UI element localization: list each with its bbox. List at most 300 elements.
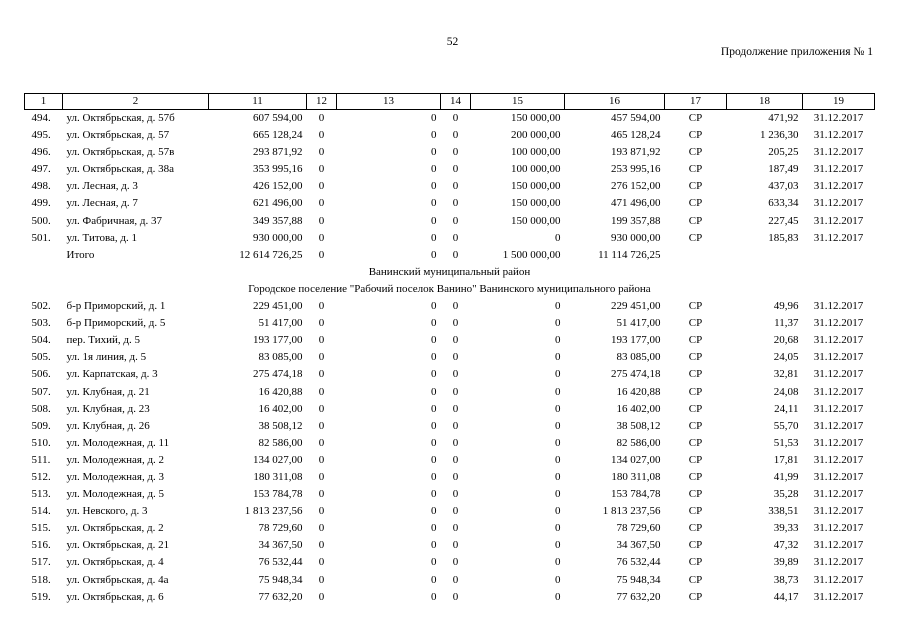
col12-cell: 0 — [318, 248, 325, 261]
section-heading: Городское поселение "Рабочий поселок Ванино" Ванинского муниципального района — [248, 282, 651, 295]
table-row — [25, 554, 875, 571]
section-heading-row — [25, 264, 875, 281]
row-number: 514. — [31, 505, 51, 518]
row-number: 494. — [31, 112, 51, 124]
col18-cell: 38,73 — [773, 573, 799, 586]
col13-cell: 0 — [431, 146, 437, 159]
col13-cell: 0 — [431, 402, 437, 415]
col15-cell: 100 000,00 — [511, 146, 561, 159]
col11-cell: 293 871,92 — [253, 146, 303, 159]
col16-cell: 78 729,60 — [616, 522, 661, 535]
col16-cell: 77 632,20 — [616, 590, 661, 603]
row-number: 516. — [31, 539, 51, 552]
col15-cell: 0 — [555, 539, 561, 552]
col17-cell: СР — [688, 539, 703, 552]
header-cell: 12 — [307, 94, 337, 110]
col14-cell: 0 — [452, 436, 459, 449]
header-cell: 17 — [665, 94, 727, 110]
col14-cell: 0 — [452, 351, 459, 364]
col14-cell: 0 — [452, 112, 459, 124]
col14-cell: 0 — [452, 453, 459, 466]
col17-cell: СР — [688, 214, 703, 227]
col18-cell: 49,96 — [773, 300, 799, 313]
col17-cell: СР — [688, 197, 703, 210]
col14-cell: 0 — [452, 129, 459, 142]
col19-cell: 31.12.2017 — [813, 368, 864, 381]
address-cell: ул. Титова, д. 1 — [66, 231, 138, 244]
col11-cell: 930 000,00 — [253, 231, 303, 244]
address-cell: ул. Октябрьская, д. 21 — [66, 539, 170, 552]
col14-cell: 0 — [452, 556, 459, 569]
col18-cell: 51,53 — [773, 436, 799, 449]
col11-cell: 349 357,88 — [253, 214, 303, 227]
row-number: 504. — [31, 334, 51, 347]
col16-cell: 275 474,18 — [611, 368, 661, 381]
col11-cell: 75 948,34 — [258, 573, 303, 586]
col12-cell: 0 — [318, 317, 325, 330]
col18-cell: 1 236,30 — [760, 129, 799, 142]
col16-cell: 34 367,50 — [616, 539, 661, 552]
col14-cell: 0 — [452, 402, 459, 415]
col12-cell: 0 — [318, 334, 325, 347]
col13-cell: 0 — [431, 470, 437, 483]
col16-cell: 930 000,00 — [611, 231, 661, 244]
address-cell: ул. Октябрьская, д. 57 — [66, 129, 170, 142]
col12-cell: 0 — [318, 505, 325, 518]
table-row — [25, 572, 875, 589]
col15-cell: 0 — [555, 351, 561, 364]
col15-cell: 0 — [555, 590, 561, 603]
col14-cell: 0 — [452, 214, 459, 227]
col18-cell: 205,25 — [768, 146, 799, 159]
address-cell: пер. Тихий, д. 5 — [66, 334, 140, 347]
col13-cell: 0 — [431, 505, 437, 518]
col16-cell: 457 594,00 — [611, 112, 661, 124]
col11-cell: 76 532,44 — [258, 556, 303, 569]
col11-cell: 180 311,08 — [253, 470, 303, 483]
col12-cell: 0 — [318, 112, 325, 124]
col13-cell: 0 — [431, 163, 437, 176]
section-heading: Ванинский муниципальный район — [368, 265, 531, 278]
col18-cell: 227,45 — [768, 214, 799, 227]
table-row — [25, 315, 875, 332]
col11-cell: 34 367,50 — [258, 539, 303, 552]
col12-cell: 0 — [318, 231, 325, 244]
col14-cell: 0 — [452, 180, 459, 193]
col12-cell: 0 — [318, 146, 325, 159]
col13-cell: 0 — [431, 573, 437, 586]
col17-cell: СР — [688, 300, 703, 313]
col13-cell: 0 — [431, 300, 437, 313]
col18-cell: 47,32 — [773, 539, 799, 552]
col16-cell: 153 784,78 — [611, 488, 661, 501]
col14-cell: 0 — [452, 539, 459, 552]
col16-cell: 82 586,00 — [616, 436, 661, 449]
address-cell: ул. Октябрьская, д. 2 — [66, 522, 164, 535]
row-number: 505. — [31, 351, 51, 364]
col19-cell: 31.12.2017 — [813, 470, 864, 483]
col13-cell: 0 — [431, 488, 437, 501]
col18-cell: 32,81 — [773, 368, 799, 381]
address-cell: ул. Карпатская, д. 3 — [66, 368, 158, 381]
col15-cell: 0 — [555, 231, 561, 244]
row-number: 510. — [31, 436, 51, 449]
col12-cell: 0 — [318, 180, 325, 193]
col12-cell: 0 — [318, 488, 325, 501]
col15-cell: 0 — [555, 488, 561, 501]
col18-cell: 11,37 — [774, 317, 799, 330]
table-row — [25, 486, 875, 503]
col19-cell: 31.12.2017 — [813, 522, 864, 535]
col12-cell: 0 — [318, 197, 325, 210]
header-cell: 14 — [441, 94, 471, 110]
col11-cell: 16 420,88 — [258, 385, 303, 398]
table-row — [25, 178, 875, 195]
col15-cell: 0 — [555, 300, 561, 313]
col19-cell: 31.12.2017 — [813, 573, 864, 586]
header-row — [25, 94, 875, 110]
col18-cell: 187,49 — [768, 163, 799, 176]
col12-cell: 0 — [318, 590, 325, 603]
col13-cell: 0 — [431, 317, 437, 330]
col15-cell: 100 000,00 — [511, 163, 561, 176]
col18-cell: 471,92 — [768, 112, 799, 124]
col13-cell: 0 — [431, 248, 437, 261]
col18-cell: 35,28 — [773, 488, 799, 501]
col13-cell: 0 — [431, 231, 437, 244]
table-row — [25, 230, 875, 247]
col19-cell: 31.12.2017 — [813, 453, 864, 466]
table-row — [25, 161, 875, 178]
col15-cell: 0 — [555, 573, 561, 586]
col19-cell: 31.12.2017 — [813, 163, 864, 176]
col17-cell: СР — [688, 368, 703, 381]
col18-cell: 17,81 — [773, 453, 799, 466]
col12-cell: 0 — [318, 402, 325, 415]
col19-cell: 31.12.2017 — [813, 436, 864, 449]
col16-cell: 471 496,00 — [611, 197, 661, 210]
col15-cell: 0 — [555, 505, 561, 518]
table-row — [25, 418, 875, 435]
col14-cell: 0 — [452, 419, 459, 432]
col13-cell: 0 — [431, 453, 437, 466]
col14-cell: 0 — [452, 146, 459, 159]
col16-cell: 16 420,88 — [616, 385, 661, 398]
row-number: 497. — [31, 163, 51, 176]
table-row — [25, 195, 875, 212]
col14-cell: 0 — [452, 334, 459, 347]
col12-cell: 0 — [318, 539, 325, 552]
col17-cell: СР — [688, 334, 703, 347]
col15-cell: 0 — [555, 402, 561, 415]
col13-cell: 0 — [431, 419, 437, 432]
row-number: 507. — [31, 385, 51, 398]
col11-cell: 193 177,00 — [253, 334, 303, 347]
col17-cell: СР — [688, 488, 703, 501]
col12-cell: 0 — [318, 522, 325, 535]
col16-cell: 253 995,16 — [611, 163, 661, 176]
header-cell: 18 — [727, 94, 803, 110]
table-row — [25, 589, 875, 606]
col19-cell: 31.12.2017 — [813, 129, 864, 142]
row-number: 496. — [31, 146, 51, 159]
address-cell: ул. Клубная, д. 23 — [66, 402, 150, 415]
col16-cell: 229 451,00 — [611, 300, 661, 313]
col12-cell: 0 — [318, 556, 325, 569]
col16-cell: 193 871,92 — [611, 146, 661, 159]
address-cell: ул. Молодежная, д. 2 — [66, 453, 165, 466]
row-number: 512. — [31, 470, 51, 483]
col18-cell — [727, 247, 803, 264]
col19-cell: 31.12.2017 — [813, 419, 864, 432]
address-cell: Итого — [66, 248, 95, 261]
col11-cell: 1 813 237,56 — [244, 505, 303, 518]
col12-cell: 0 — [318, 129, 325, 142]
col16-cell: 76 532,44 — [616, 556, 661, 569]
col17-cell: СР — [688, 402, 703, 415]
row-number: 503. — [31, 317, 51, 330]
data-table — [24, 93, 875, 606]
table-row — [25, 332, 875, 349]
col14-cell: 0 — [452, 488, 459, 501]
col19-cell: 31.12.2017 — [813, 214, 864, 227]
col14-cell: 0 — [452, 505, 459, 518]
address-cell: ул. Октябрьская, д. 57в — [66, 146, 175, 159]
col18-cell: 185,83 — [768, 231, 799, 244]
col17-cell: СР — [688, 573, 703, 586]
address-cell: ул. Клубная, д. 21 — [66, 385, 150, 398]
row-number: 515. — [31, 522, 51, 535]
col17-cell: СР — [688, 453, 703, 466]
table-row — [25, 452, 875, 469]
col19-cell: 31.12.2017 — [813, 488, 864, 501]
col15-cell: 0 — [555, 556, 561, 569]
table-row — [25, 110, 875, 128]
col19-cell — [803, 247, 875, 264]
col17-cell: СР — [688, 470, 703, 483]
row-number: 513. — [31, 488, 51, 501]
table-row — [25, 349, 875, 366]
col14-cell: 0 — [452, 470, 459, 483]
row-number: 511. — [31, 453, 51, 466]
col17-cell: СР — [688, 505, 703, 518]
col15-cell: 150 000,00 — [511, 112, 561, 124]
col18-cell: 39,89 — [773, 556, 799, 569]
col12-cell: 0 — [318, 351, 325, 364]
col19-cell: 31.12.2017 — [813, 590, 864, 603]
table-body — [25, 110, 875, 606]
col13-cell: 0 — [431, 556, 437, 569]
col17-cell: СР — [688, 351, 703, 364]
col11-cell: 38 508,12 — [258, 419, 303, 432]
col11-cell: 82 586,00 — [258, 436, 303, 449]
col16-cell: 16 402,00 — [616, 402, 661, 415]
col16-cell: 38 508,12 — [616, 419, 661, 432]
row-number: 495. — [31, 129, 51, 142]
table-row — [25, 144, 875, 161]
col11-cell: 134 027,00 — [253, 453, 303, 466]
col11-cell: 353 995,16 — [253, 163, 303, 176]
table-row — [25, 127, 875, 144]
col15-cell: 200 000,00 — [511, 129, 561, 142]
col11-cell: 12 614 726,25 — [239, 248, 303, 261]
col19-cell: 31.12.2017 — [813, 146, 864, 159]
col19-cell: 31.12.2017 — [813, 317, 864, 330]
col12-cell: 0 — [318, 300, 325, 313]
col13-cell: 0 — [431, 112, 437, 124]
col19-cell: 31.12.2017 — [813, 556, 864, 569]
col12-cell: 0 — [318, 573, 325, 586]
col14-cell: 0 — [452, 385, 459, 398]
address-cell: ул. Октябрьская, д. 38а — [66, 163, 174, 176]
col15-cell: 0 — [555, 317, 561, 330]
row-number: 501. — [31, 231, 51, 244]
col11-cell: 665 128,24 — [253, 129, 303, 142]
table-row — [25, 401, 875, 418]
address-cell: ул. Октябрьская, д. 4а — [66, 573, 169, 586]
col12-cell: 0 — [318, 470, 325, 483]
col15-cell: 150 000,00 — [511, 197, 561, 210]
col11-cell: 16 402,00 — [258, 402, 303, 415]
col12-cell: 0 — [318, 436, 325, 449]
row-number: 508. — [31, 402, 51, 415]
col13-cell: 0 — [431, 180, 437, 193]
row-number: 499. — [31, 197, 51, 210]
col18-cell: 24,05 — [773, 351, 799, 364]
col13-cell: 0 — [431, 197, 437, 210]
col17-cell: СР — [688, 180, 703, 193]
table-row — [25, 298, 875, 315]
header-cell: 19 — [803, 94, 875, 110]
address-cell: ул. Лесная, д. 7 — [66, 197, 138, 210]
col15-cell: 0 — [555, 436, 561, 449]
col17-cell: СР — [688, 317, 703, 330]
col19-cell: 31.12.2017 — [813, 231, 864, 244]
col17-cell: СР — [688, 231, 703, 244]
header-cell: 11 — [209, 94, 307, 110]
col15-cell: 0 — [555, 470, 561, 483]
col15-cell: 1 500 000,00 — [502, 248, 561, 261]
appendix-note: Продолжение приложения № 1 — [720, 46, 873, 58]
col17-cell: СР — [688, 522, 703, 535]
address-cell: ул. Молодежная, д. 11 — [66, 436, 170, 449]
col13-cell: 0 — [431, 334, 437, 347]
table-row — [25, 213, 875, 230]
col15-cell: 0 — [555, 453, 561, 466]
col16-cell: 83 085,00 — [616, 351, 661, 364]
address-cell: б-р Приморский, д. 1 — [66, 300, 166, 313]
header-cell: 16 — [565, 94, 665, 110]
table-row — [25, 537, 875, 554]
col19-cell: 31.12.2017 — [813, 112, 864, 124]
col13-cell: 0 — [431, 351, 437, 364]
col17-cell: СР — [688, 385, 703, 398]
col16-cell: 134 027,00 — [611, 453, 661, 466]
row-number: 500. — [31, 214, 51, 227]
address-cell: ул. 1я линия, д. 5 — [66, 351, 147, 364]
address-cell: ул. Октябрьская, д. 6 — [66, 590, 164, 603]
col14-cell: 0 — [452, 163, 459, 176]
row-number — [25, 247, 63, 264]
col15-cell: 150 000,00 — [511, 180, 561, 193]
col18-cell: 20,68 — [773, 334, 799, 347]
col12-cell: 0 — [318, 385, 325, 398]
col17-cell: СР — [688, 436, 703, 449]
col14-cell: 0 — [452, 231, 459, 244]
address-cell: ул. Октябрьская, д. 4 — [66, 556, 164, 569]
col18-cell: 338,51 — [768, 505, 799, 518]
table-row — [25, 384, 875, 401]
col11-cell: 153 784,78 — [253, 488, 303, 501]
col15-cell: 150 000,00 — [511, 214, 561, 227]
col14-cell: 0 — [452, 248, 459, 261]
header-cell: 15 — [471, 94, 565, 110]
col13-cell: 0 — [431, 436, 437, 449]
col12-cell: 0 — [318, 214, 325, 227]
col16-cell: 465 128,24 — [611, 129, 661, 142]
col13-cell: 0 — [431, 214, 437, 227]
row-number: 509. — [31, 419, 51, 432]
col17-cell: СР — [688, 556, 703, 569]
header-cell: 2 — [63, 94, 209, 110]
col14-cell: 0 — [452, 573, 459, 586]
table-row — [25, 435, 875, 452]
address-cell: ул. Невского, д. 3 — [66, 505, 148, 518]
col19-cell: 31.12.2017 — [813, 539, 864, 552]
col11-cell: 83 085,00 — [258, 351, 303, 364]
col16-cell: 51 417,00 — [616, 317, 661, 330]
col14-cell: 0 — [452, 368, 459, 381]
col13-cell: 0 — [431, 385, 437, 398]
row-number: 506. — [31, 368, 51, 381]
col16-cell: 276 152,00 — [611, 180, 661, 193]
col13-cell: 0 — [431, 522, 437, 535]
col18-cell: 44,17 — [773, 590, 799, 603]
table-row — [25, 520, 875, 537]
col14-cell: 0 — [452, 300, 459, 313]
col19-cell: 31.12.2017 — [813, 505, 864, 518]
col15-cell: 0 — [555, 522, 561, 535]
col15-cell: 0 — [555, 419, 561, 432]
col11-cell: 426 152,00 — [253, 180, 303, 193]
address-cell: б-р Приморский, д. 5 — [66, 317, 166, 330]
col17-cell — [665, 247, 727, 264]
col17-cell: СР — [688, 419, 703, 432]
col11-cell: 229 451,00 — [253, 300, 303, 313]
row-number: 502. — [31, 300, 51, 313]
address-cell: ул. Клубная, д. 26 — [66, 419, 150, 432]
col14-cell: 0 — [452, 522, 459, 535]
col19-cell: 31.12.2017 — [813, 402, 864, 415]
col11-cell: 77 632,20 — [258, 590, 303, 603]
col16-cell: 75 948,34 — [616, 573, 661, 586]
col19-cell: 31.12.2017 — [813, 334, 864, 347]
section-heading-row — [25, 281, 875, 298]
col13-cell: 0 — [431, 539, 437, 552]
col16-cell: 193 177,00 — [611, 334, 661, 347]
col18-cell: 24,11 — [774, 402, 799, 415]
col16-cell: 1 813 237,56 — [602, 505, 661, 518]
col13-cell: 0 — [431, 590, 437, 603]
col16-cell: 11 114 726,25 — [598, 248, 661, 261]
col14-cell: 0 — [452, 197, 459, 210]
col15-cell: 0 — [555, 368, 561, 381]
col12-cell: 0 — [318, 419, 325, 432]
col17-cell: СР — [688, 590, 703, 603]
col17-cell: СР — [688, 112, 703, 124]
col13-cell: 0 — [431, 368, 437, 381]
table-row — [25, 366, 875, 383]
